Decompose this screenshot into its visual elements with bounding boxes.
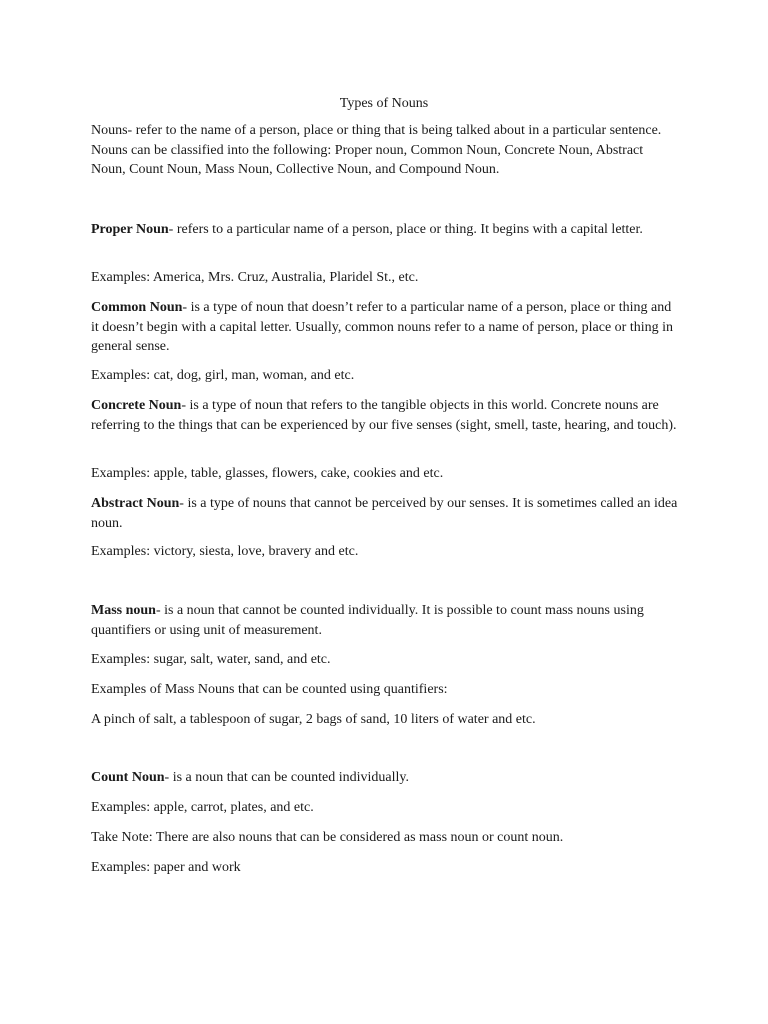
abstract-noun-term: Abstract Noun xyxy=(91,496,180,511)
take-note: Take Note: There are also nouns that can be considered as mass noun or count noun. xyxy=(91,830,564,845)
abstract-noun-examples: Examples: victory, siesta, love, bravery and etc. xyxy=(91,544,359,559)
mass-noun-term: Mass noun xyxy=(91,603,156,618)
mass-noun-quantifier-heading: Examples of Mass Nouns that can be counted using quantifiers: xyxy=(91,682,448,697)
concrete-noun-definition: - is a type of noun that refers to the tangible objects in this world. Concrete nouns are referring to the things that can be experienced by our five senses (sight, smell, taste, hearing, and touch). xyxy=(91,398,677,433)
concrete-noun-examples: Examples: apple, table, glasses, flowers, cake, cookies and etc. xyxy=(91,466,444,481)
count-noun-paragraph xyxy=(91,768,681,788)
count-noun-term: Count Noun xyxy=(91,770,165,785)
common-noun-term: Common Noun xyxy=(91,300,183,315)
proper-noun-definition: - refers to a particular name of a person, place or thing. It begins with a capital letter. xyxy=(168,222,643,237)
concrete-noun-term: Concrete Noun xyxy=(91,398,182,413)
mass-noun-definition: - is a noun that cannot be counted individually. It is possible to count mass nouns using quantifiers or using unit of measurement. xyxy=(91,603,644,638)
common-noun-definition: - is a type of noun that doesn’t refer to a particular name of a person, place or thing and it doesn’t begin with a capital letter. Usually, common nouns refer to a name of person, place or thing in general sense. xyxy=(91,300,674,354)
proper-noun-term: Proper Noun xyxy=(91,222,169,237)
take-note-examples: Examples: paper and work xyxy=(91,860,241,875)
abstract-noun-paragraph xyxy=(91,494,681,533)
intro-paragraph: Nouns- refer to the name of a person, place or thing that is being talked about in a particular sentence. Nouns can be classified into the following: Proper noun, Common Noun, Concrete Noun, Abstract Noun, Count Noun, Mass Noun, Collective Noun, and Compound Noun. xyxy=(91,123,662,177)
common-noun-paragraph xyxy=(91,298,681,357)
abstract-noun-definition: - is a type of nouns that cannot be perceived by our senses. It is sometimes called an idea noun. xyxy=(91,496,678,531)
mass-noun-paragraph xyxy=(91,601,681,640)
proper-noun-examples: Examples: America, Mrs. Cruz, Australia, Plaridel St., etc. xyxy=(91,270,419,285)
count-noun-definition: - is a noun that can be counted individually. xyxy=(164,770,409,785)
mass-noun-quantifier-examples: A pinch of salt, a tablespoon of sugar, 2 bags of sand, 10 liters of water and etc. xyxy=(91,712,536,727)
concrete-noun-paragraph xyxy=(91,396,681,435)
common-noun-examples: Examples: cat, dog, girl, man, woman, and etc. xyxy=(91,368,355,383)
mass-noun-examples: Examples: sugar, salt, water, sand, and etc. xyxy=(91,652,331,667)
count-noun-examples: Examples: apple, carrot, plates, and etc. xyxy=(91,800,314,815)
document-title: Types of Nouns xyxy=(339,96,429,111)
proper-noun-paragraph xyxy=(91,220,681,240)
